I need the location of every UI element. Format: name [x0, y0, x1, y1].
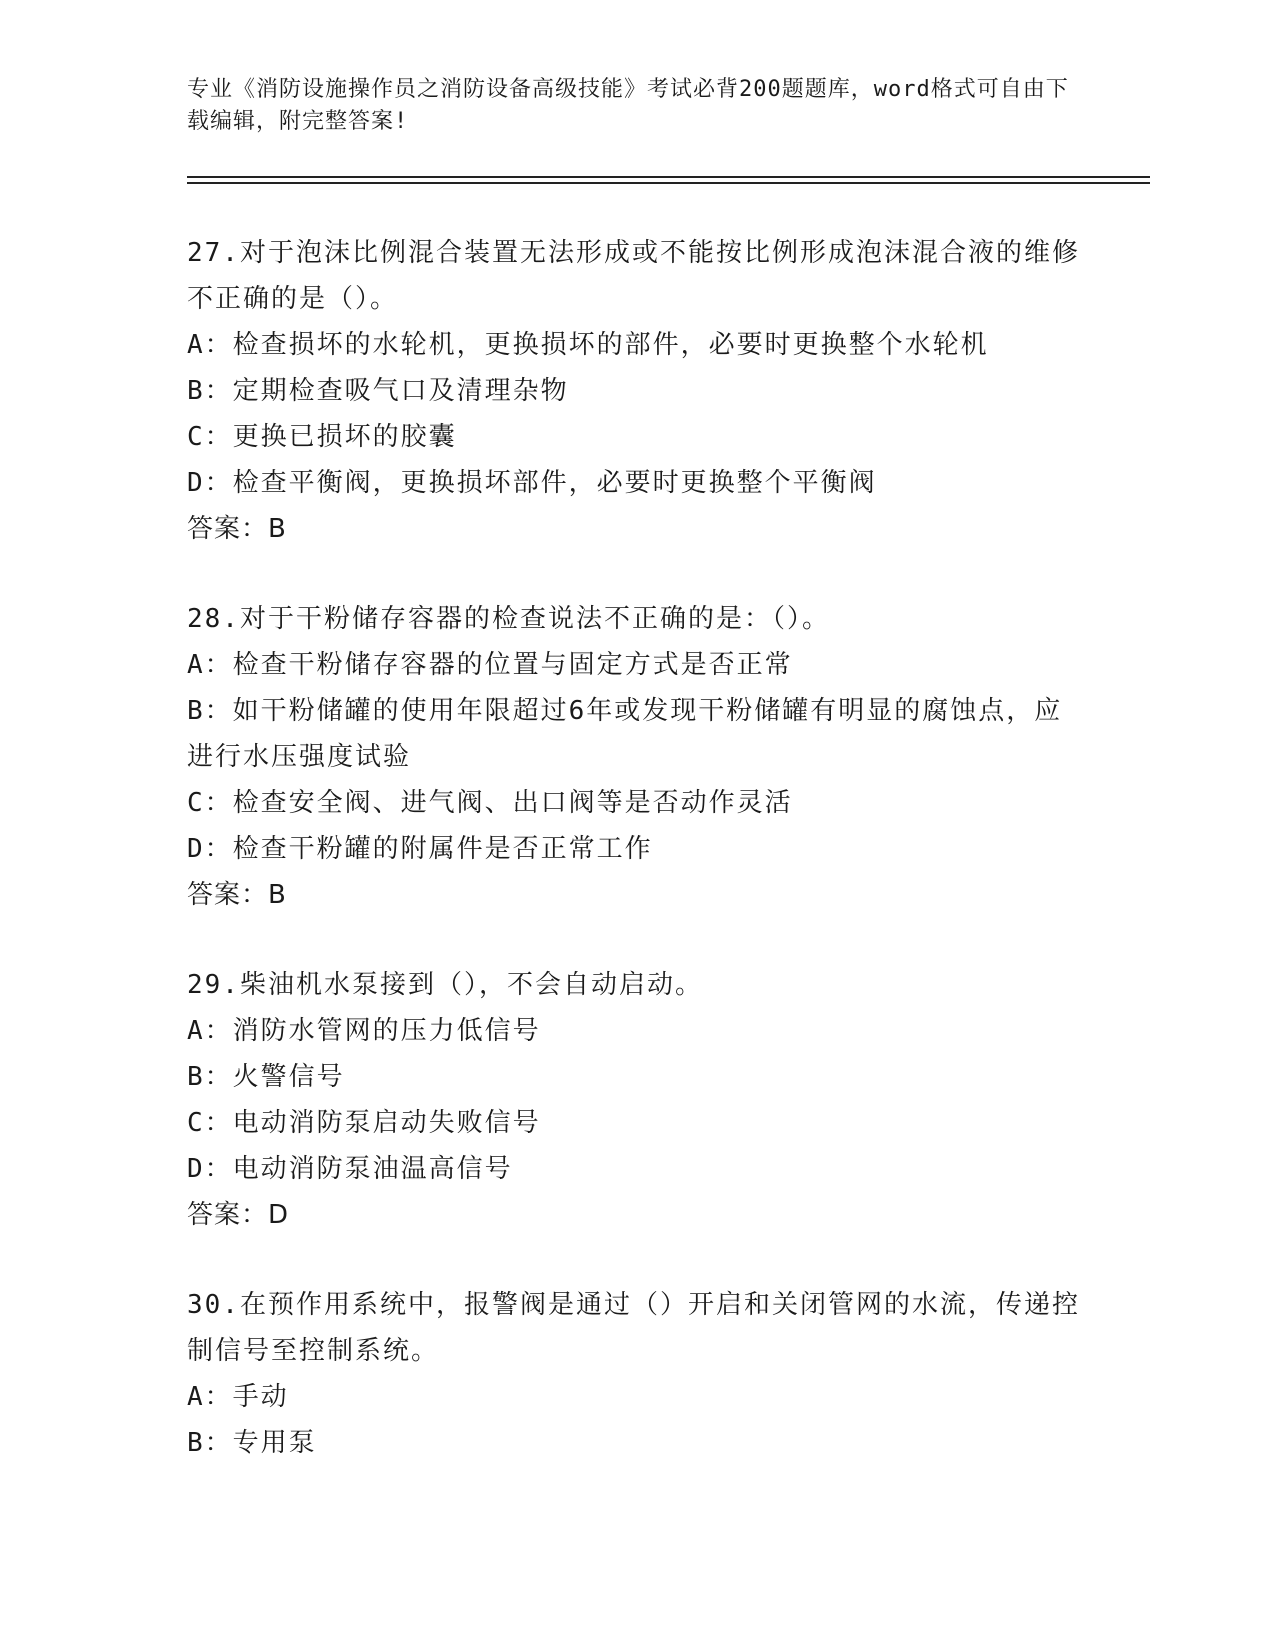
option-d: D：检查干粉罐的附属件是否正常工作 [187, 834, 653, 864]
option-b: B：火警信号 [187, 1062, 345, 1092]
option-c: C：更换已损坏的胶囊 [187, 422, 457, 452]
option-b: B：专用泵 [187, 1428, 317, 1458]
document-header: 专业《消防设施操作员之消防设备高级技能》考试必背200题题库，word格式可自由下载编辑，附完整答案! [187, 77, 1069, 134]
answer: 答案：D [187, 1200, 290, 1230]
question-28 [187, 596, 1087, 918]
answer: 答案：B [187, 880, 287, 910]
option-d: D：检查平衡阀，更换损坏部件，必要时更换整个平衡阀 [187, 468, 877, 498]
option-b: B：如干粉储罐的使用年限超过6年或发现干粉储罐有明显的腐蚀点，应进行水压强度试验 [187, 696, 1063, 772]
header-divider-bottom [187, 182, 1150, 184]
question-stem: 30.在预作用系统中，报警阀是通过（）开启和关闭管网的水流，传递控制信号至控制系统。 [187, 1290, 1080, 1366]
question-stem: 27.对于泡沫比例混合装置无法形成或不能按比例形成泡沫混合液的维修不正确的是（）。 [187, 238, 1080, 314]
option-c: C：检查安全阀、进气阀、出口阀等是否动作灵活 [187, 788, 793, 818]
header-divider-top [187, 176, 1150, 178]
question-stem: 29.柴油机水泵接到（），不会自动启动。 [187, 970, 703, 1000]
option-c: C：电动消防泵启动失败信号 [187, 1108, 541, 1138]
answer: 答案：B [187, 514, 287, 544]
question-27 [187, 230, 1087, 552]
option-b: B：定期检查吸气口及清理杂物 [187, 376, 569, 406]
option-a: A：检查干粉储存容器的位置与固定方式是否正常 [187, 650, 793, 680]
option-a: A：消防水管网的压力低信号 [187, 1016, 541, 1046]
option-d: D：电动消防泵油温高信号 [187, 1154, 513, 1184]
question-list [187, 230, 1087, 1510]
question-30 [187, 1282, 1087, 1466]
question-stem: 28.对于干粉储存容器的检查说法不正确的是：（）。 [187, 604, 830, 634]
question-29 [187, 962, 1087, 1238]
option-a: A：手动 [187, 1382, 289, 1412]
option-a: A：检查损坏的水轮机，更换损坏的部件，必要时更换整个水轮机 [187, 330, 989, 360]
